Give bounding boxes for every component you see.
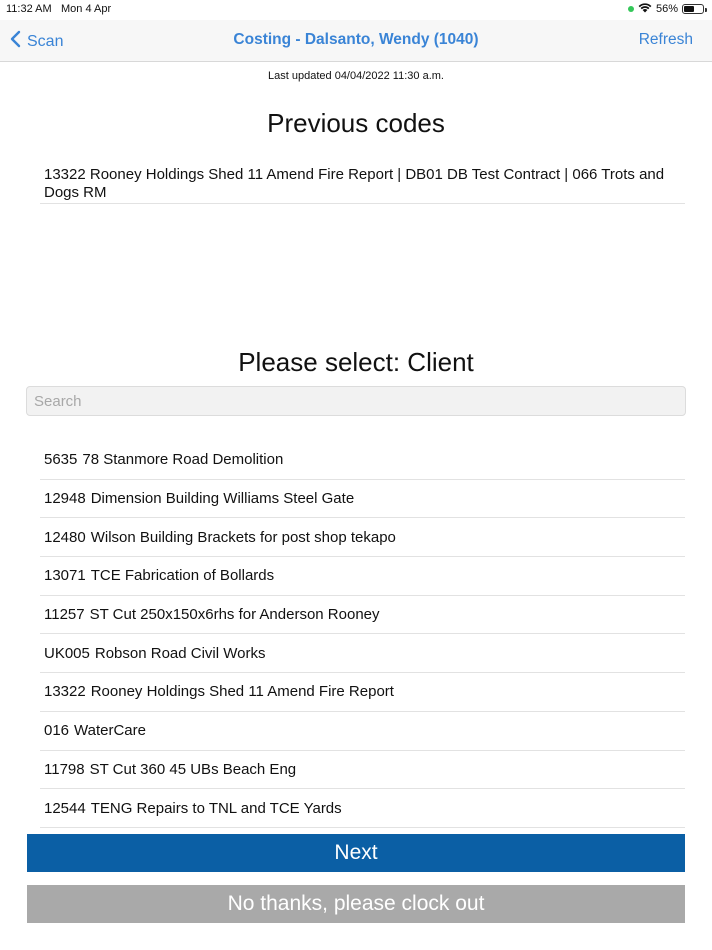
- refresh-button[interactable]: Refresh: [638, 31, 693, 48]
- previous-codes-heading: Previous codes: [267, 108, 445, 138]
- navigation-bar: [0, 20, 712, 62]
- client-name: Robson Road Civil Works: [94, 644, 266, 662]
- client-code: 12480: [44, 528, 86, 546]
- list-item[interactable]: [40, 518, 685, 557]
- list-item[interactable]: [40, 712, 685, 751]
- divider: [40, 203, 685, 204]
- previous-codes-list: 13322 Rooney Holdings Shed 11 Amend Fire Report | DB01 DB Test Contract | 066 Trots and Dogs RM: [44, 166, 665, 201]
- list-item[interactable]: [40, 480, 685, 519]
- client-name: TCE Fabrication of Bollards: [90, 567, 275, 585]
- client-name: WaterCare: [74, 722, 146, 740]
- client-code: 11798: [44, 760, 85, 778]
- client-code: 13322: [44, 683, 86, 701]
- status-date: Mon 4 Apr: [61, 3, 112, 15]
- battery-percent: 56%: [655, 3, 678, 15]
- status-bar: [0, 0, 712, 20]
- battery-level: [684, 6, 694, 12]
- client-code: 12544: [44, 799, 86, 817]
- page-title: Costing - Dalsanto, Wendy (1040): [233, 31, 479, 48]
- client-name: ST Cut 250x150x6rhs for Anderson Rooney: [89, 606, 380, 624]
- client-name: TENG Repairs to TNL and TCE Yards: [90, 799, 342, 817]
- status-time: 11:32 AM: [6, 3, 52, 15]
- back-button-label: Scan: [27, 32, 64, 50]
- clock-out-button[interactable]: No thanks, please clock out: [27, 885, 685, 923]
- client-name: ST Cut 360 45 UBs Beach Eng: [89, 760, 297, 778]
- list-item[interactable]: [40, 596, 685, 635]
- list-item[interactable]: [40, 751, 685, 790]
- list-item[interactable]: [40, 789, 685, 828]
- client-code: 5635: [44, 451, 78, 469]
- client-name: 78 Stanmore Road Demolition: [82, 451, 284, 469]
- last-updated-text: Last updated 04/04/2022 11:30 a.m.: [268, 70, 444, 82]
- search-input[interactable]: [26, 386, 686, 416]
- list-item[interactable]: [40, 441, 685, 480]
- green-dot-icon: [628, 6, 634, 12]
- client-name: Dimension Building Williams Steel Gate: [90, 490, 355, 508]
- client-code: 12948: [44, 490, 86, 508]
- client-name: Wilson Building Brackets for post shop tekapo: [90, 528, 396, 546]
- client-code: 016: [44, 722, 70, 740]
- list-item[interactable]: [40, 557, 685, 596]
- next-button[interactable]: Next: [27, 834, 685, 872]
- client-list: [40, 441, 685, 828]
- list-item[interactable]: [40, 634, 685, 673]
- status-indicators: [628, 2, 704, 16]
- wifi-icon: [638, 2, 652, 16]
- client-name: Rooney Holdings Shed 11 Amend Fire Report: [90, 683, 394, 701]
- client-code: UK005: [44, 644, 90, 662]
- select-client-heading: Please select: Client: [238, 347, 474, 377]
- client-code: 13071: [44, 567, 86, 585]
- client-code: 11257: [44, 606, 85, 624]
- battery-icon: [682, 4, 704, 14]
- list-item[interactable]: [40, 673, 685, 712]
